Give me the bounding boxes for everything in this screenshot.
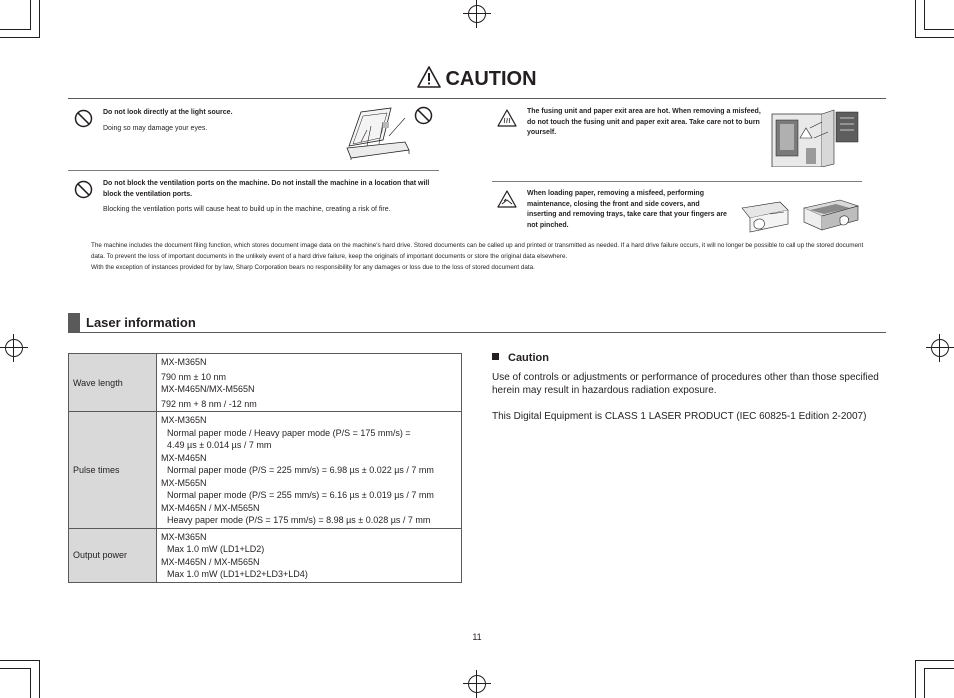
caution-paragraph: Use of controls or adjustments or performance of procedures other than those specified herein may result in hazardous radiation exposure.	[492, 372, 879, 396]
section-title: Laser information	[86, 315, 196, 330]
bullet-square-icon	[492, 353, 499, 360]
table-label-cell: Wave length	[69, 354, 157, 412]
spec-line: MX-M365N	[161, 415, 207, 425]
spec-line: 4.49 µs ± 0.014 µs / 7 mm	[167, 440, 272, 450]
hot-surface-icon	[497, 109, 517, 127]
spec-line: 790 nm ± 10 nm	[161, 371, 226, 382]
warning-divider	[68, 170, 439, 171]
spec-line: 792 nm + 8 nm / -12 nm	[161, 398, 257, 409]
section-rule	[68, 332, 886, 333]
laser-spec-table	[68, 353, 462, 583]
spec-line: Normal paper mode (P/S = 225 mm/s) = 6.98 µs ± 0.022 µs / 7 mm	[167, 465, 434, 475]
pinch-hazard-icon	[497, 190, 517, 208]
table-value-cell	[157, 528, 462, 582]
warning-light-body: Doing so may damage your eyes.	[103, 125, 208, 132]
spec-line: Max 1.0 mW (LD1+LD2)	[167, 544, 265, 554]
paper-loading-illustration	[740, 198, 792, 234]
spec-line: MX-M465N	[161, 452, 207, 463]
table-row	[69, 528, 462, 582]
registration-mark	[463, 0, 491, 28]
fusing-unit-illustration	[770, 108, 860, 167]
warning-fusing-bold: The fusing unit and paper exit area are hot. When removing a misfeed, do not touch the fusing unit and paper exit area. Take care not to burn yourself.	[527, 108, 761, 136]
crop-mark	[924, 29, 954, 30]
table-label-cell: Output power	[69, 528, 157, 582]
spec-line: MX-M465N / MX-M565N	[161, 502, 260, 513]
note-paragraph: The machine includes the document filing function, which stores document image data on the machine's hard drive. Stored documents can be called up and printed or transmitted as needed. If a hard drive failure occurs, it will no longer be possible to call up the stored document data. To prevent the loss of important documents in the unlikely event of a hard drive failure, keep the originals of important documents or store the original data elsewhere.	[91, 242, 864, 260]
spec-line: MX-M365N	[161, 531, 207, 542]
laser-caution-heading	[492, 352, 549, 364]
crop-mark	[924, 668, 925, 698]
crop-mark	[915, 0, 916, 37]
registration-mark	[0, 334, 28, 362]
table-row	[69, 354, 462, 412]
class-statement: This Digital Equipment is CLASS 1 LASER PRODUCT (IEC 60825-1 Edition 2-2007)	[492, 411, 867, 422]
spec-line: MX-M465N/MX-M565N	[161, 384, 255, 394]
caution-title-text: CAUTION	[445, 68, 537, 90]
spec-line: Max 1.0 mW (LD1+LD2+LD3+LD4)	[167, 569, 308, 579]
warning-divider	[492, 181, 862, 182]
warning-ventilation-bold: Do not block the ventilation ports on the machine. Do not install the machine in a location that will block the ventilation ports.	[103, 180, 430, 198]
laser-caution-text	[492, 371, 892, 423]
crop-mark	[915, 660, 954, 661]
laser-caution-heading-text: Caution	[508, 352, 549, 364]
prohibition-icon	[414, 106, 433, 125]
crop-mark	[30, 668, 31, 698]
crop-mark	[924, 0, 925, 30]
crop-mark	[39, 660, 40, 698]
warning-ventilation-body: Blocking the ventilation ports will cause heat to build up in the machine, creating a risk of fire.	[103, 206, 391, 213]
crop-mark	[915, 660, 916, 698]
warning-pinch-bold: When loading paper, removing a misfeed, performing maintenance, closing the front and side covers, and inserting and removing trays, take care that your fingers are not pinched.	[527, 190, 727, 229]
crop-mark	[924, 668, 954, 669]
crop-mark	[0, 660, 40, 661]
page-number: 11	[472, 632, 482, 642]
table-value-cell	[157, 354, 462, 412]
table-value-cell	[157, 412, 462, 529]
prohibition-icon	[74, 180, 93, 199]
warning-light-bold: Do not look directly at the light source.	[103, 109, 233, 116]
title-rule	[68, 98, 886, 99]
note-paragraph: With the exception of instances provided for by law, Sharp Corporation bears no responsibility for any damages or loss due to the loss of stored document data.	[91, 264, 535, 271]
caution-title	[0, 66, 954, 91]
spec-line: Normal paper mode (P/S = 255 mm/s) = 6.16 µs ± 0.019 µs / 7 mm	[167, 490, 434, 500]
spec-line: MX-M465N / MX-M565N	[161, 556, 260, 567]
scanner-light-illustration	[345, 106, 411, 160]
spec-line: Normal paper mode / Heavy paper mode (P/S = 175 mm/s) =	[167, 427, 411, 438]
spec-line: MX-M365N	[161, 357, 207, 367]
spec-line: Heavy paper mode (P/S = 175 mm/s) = 8.98 µs ± 0.028 µs / 7 mm	[167, 515, 431, 525]
crop-mark	[0, 29, 31, 30]
registration-mark	[926, 334, 954, 362]
crop-mark	[39, 0, 40, 37]
spec-line: MX-M565N	[161, 477, 207, 488]
crop-mark	[0, 37, 40, 38]
crop-mark	[0, 668, 31, 669]
crop-mark	[30, 0, 31, 30]
document-filing-note	[91, 240, 871, 273]
tray-insert-illustration	[800, 196, 860, 234]
table-row	[69, 412, 462, 529]
warning-triangle-icon	[417, 66, 441, 88]
section-marker	[68, 313, 80, 332]
registration-mark	[463, 670, 491, 698]
prohibition-icon	[74, 109, 93, 128]
crop-mark	[915, 37, 954, 38]
table-label-cell: Pulse times	[69, 412, 157, 529]
